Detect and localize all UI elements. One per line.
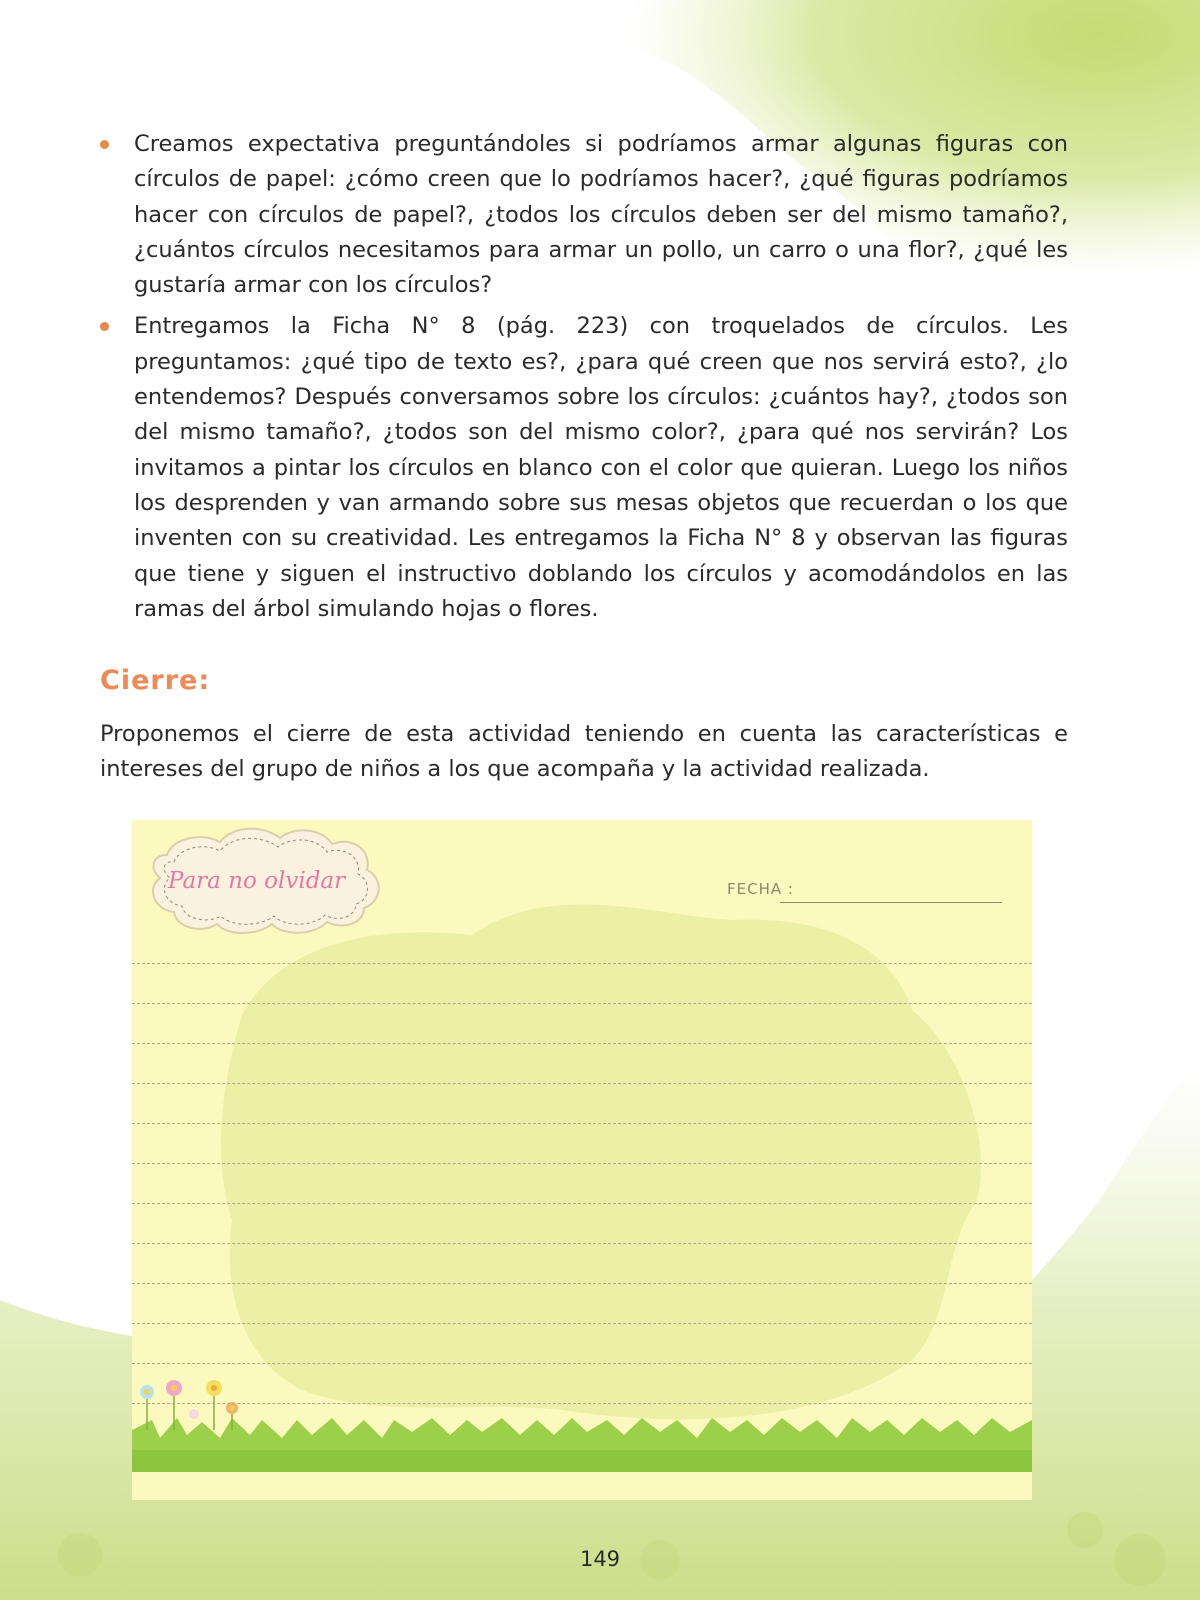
note-card [132,820,1032,1500]
page-number: 149 [579,1547,621,1571]
bullet-icon [100,322,109,331]
writing-line [132,1123,1032,1124]
bullet-icon [100,140,109,149]
writing-line [132,1283,1032,1284]
writing-line [132,1243,1032,1244]
writing-line [132,1323,1032,1324]
writing-line [132,1363,1032,1364]
closing-paragraph: Proponemos el cierre de esta actividad teniendo en cuenta las características e intereses del grupo de niños a los que acompaña y la actividad realizada. [100,721,1068,783]
note-card-artwork [132,820,1032,1500]
writing-line [132,963,1032,964]
bullet-item [100,127,1068,303]
bullet-text: Creamos expectativa preguntándoles si podríamos armar algunas figuras con círculos de papel: ¿cómo creen que lo podríamos hacer?, ¿qué figuras podríamos hacer con círculos de papel?, ¿todos los círculos deben ser del mismo tamaño?, ¿cuántos círculos necesitamos para armar un pollo, un carro o una flor?, ¿qué les gustaría armar con los círculos? [134,131,1068,299]
bullet-item [100,309,1068,627]
writing-line [132,1163,1032,1164]
green-blob-shape [221,904,981,1419]
activity-bullet-list [100,127,1068,633]
bullet-text: Entregamos la Ficha N° 8 (pág. 223) con troquelados de círculos. Les preguntamos: ¿qué tipo de texto es?, ¿para qué creen que nos servirá esto?, ¿lo entendemos? Después conversamos sobre los círculos: ¿cuántos hay?, ¿todos son del mismo tamaño?, ¿todos son del mismo color?, ¿para qué nos servirán? Los invitamos a pintar los círculos en blanco con el color que quieran. Luego los niños los desprenden y van armando sobre sus mesas objetos que recuerdan o los que inventen con su creatividad. Les entregamos la Ficha N° 8 y observan las figuras que tiene y siguen el instructivo doblando los círculos y acomodándolos en las ramas del árbol simulando hojas o flores. [134,313,1068,622]
note-badge-label: Para no olvidar [168,868,346,894]
writing-line [132,1203,1032,1204]
date-label: FECHA : [727,880,794,898]
writing-line [132,1003,1032,1004]
writing-line [132,1083,1032,1084]
writing-line [132,1403,1032,1404]
section-title-cierre: Cierre: [100,665,211,696]
writing-line [132,1043,1032,1044]
date-line [780,902,1002,903]
